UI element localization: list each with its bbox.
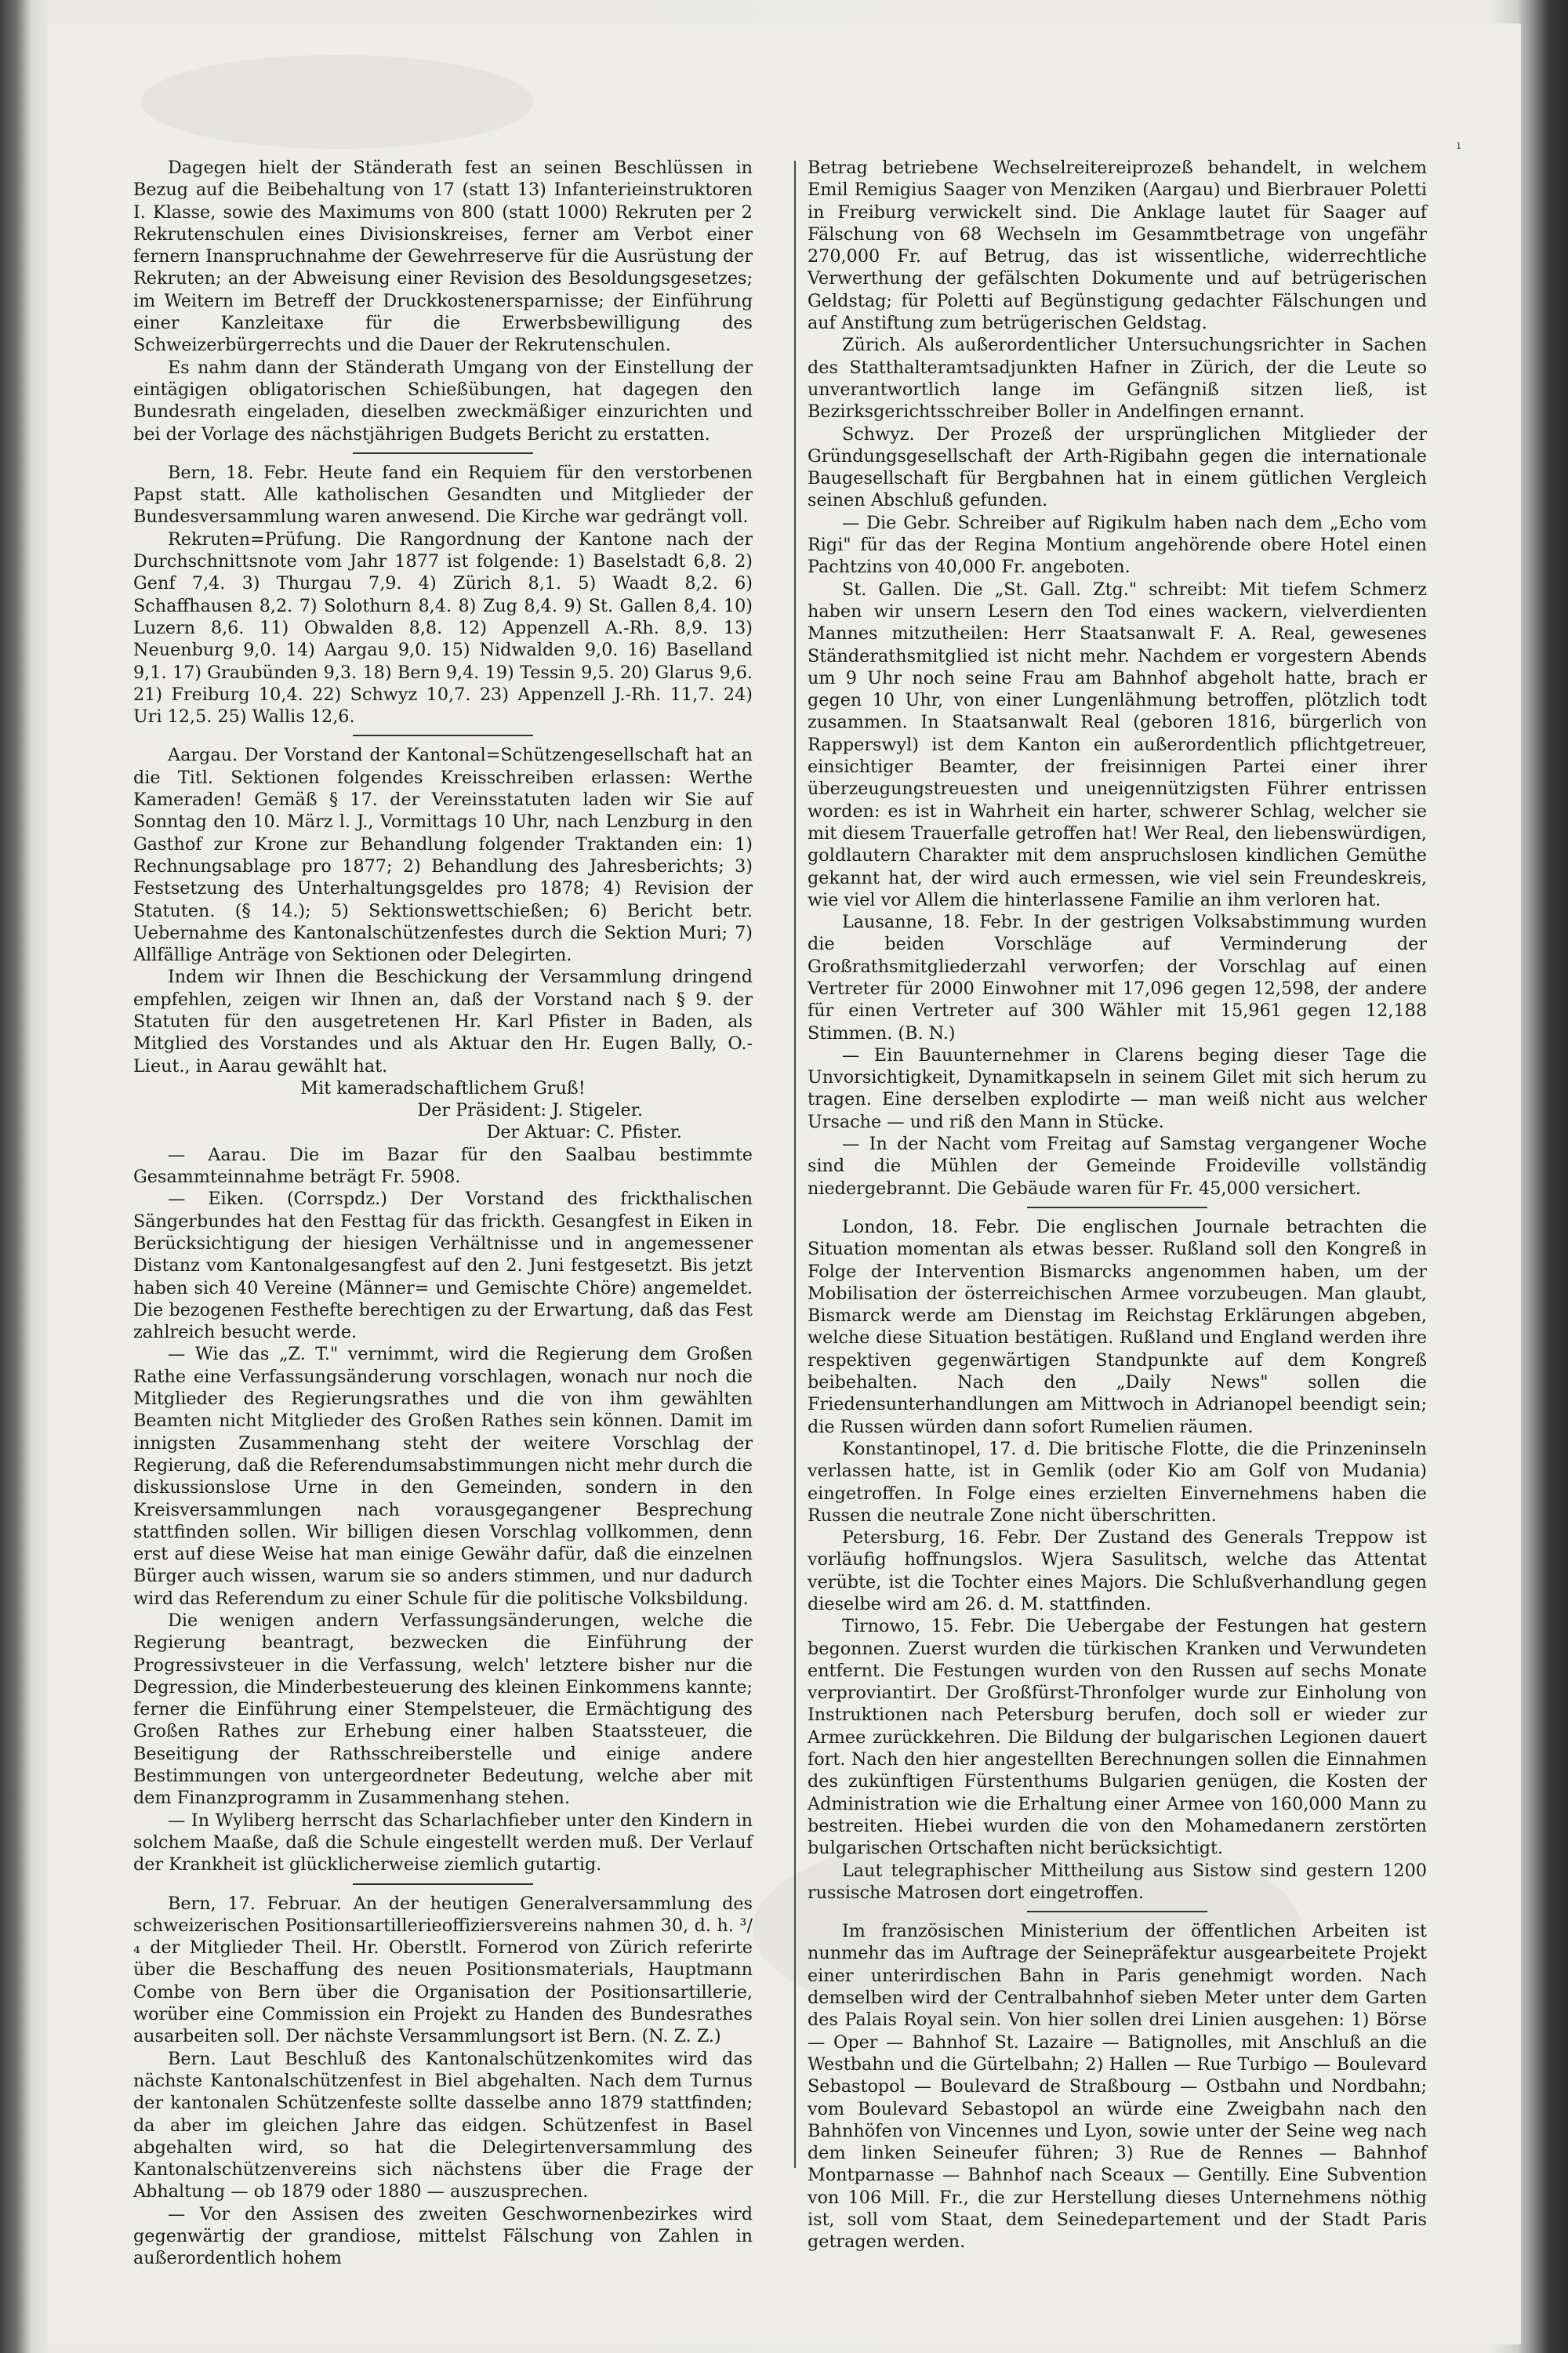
news-item-sistow: Laut telegraphischer Mittheilung aus Sistow sind gestern 1200 russische Matrosen dort eingetroffen. <box>808 1860 1427 1903</box>
news-item-aarau: — Aarau. Die im Bazar für den Saalbau bestimmte Gesammteinnahme beträgt Fr. 5908. <box>133 1144 753 1188</box>
right-column <box>808 157 1427 2253</box>
section-rule <box>353 452 533 454</box>
section-rule <box>353 1883 533 1885</box>
paper-stain <box>141 55 533 149</box>
news-item-froideville: — In der Nacht vom Freitag auf Samstag vergangener Woche sind die Mühlen der Gemeinde Froideville vollständig niedergebrannt. Die Gebäude waren für Fr. 45,000 versichert. <box>808 1134 1427 1199</box>
news-item-verfassung: — Wie das „Z. T." vernimmt, wird die Regierung dem Großen Rathe eine Verfassungsänderung vorschlagen, wonach nur noch die Mitglieder des Regierungsrathes und die von ihm gewählten Beamten nicht Mitglieder des Großen Rathes sein können. Damit im innigsten Zusammenhang steht der weitere Vorschlag der Regierung, daß die Referendumsabstimmungen nicht mehr durch die diskussionslose Urne in den Gemeinden, sondern in den Kreisversammlungen nach vorausgegangener Besprechung stattfinden sollen. Wir billigen diesen Vorschlag vollkommen, denn erst auf diese Weise hat man einige Gewähr dafür, daß die einzelnen Bürger auch wissen, warum sie so anders stimmen, und nur dadurch wird das Referendum zu einer Schule für die politische Volksbildung. <box>133 1344 753 1609</box>
article-paragraph: Die wenigen andern Verfassungsänderungen, welche die Regierung beantragt, bezwecken die Einführung der Progressivsteuer in die Verfassung, welch' letztere bisher nur die Degression, die Minderbesteuerung des kleinen Einkommens kannte; ferner die Einführung einer Stempelsteuer, die Ermächtigung des Großen Rathes zur Erhebung einer halben Staatssteuer, die Beseitigung der Rathsschreiberstelle und einige andere Bestimmungen von untergeordneter Bedeutung, welche aber mit dem Finanzprogramm in Zusammenhang stehen. <box>133 1610 753 1809</box>
news-item-bern-artillerie: Bern, 17. Februar. An der heutigen Generalversammlung des schweizerischen Positionsartillerieoffiziersvereins nahmen 30, d. h. ³/₄ der Mitglieder Theil. Hr. Oberstlt. Fornerod von Zürich referirte über die Beschaffung des neuen Positionsmaterials, Hauptmann Combe von Bern über die Organisation der Positionsartillerie, worüber eine Commission ein Projekt zu Handen des Bundesrathes ausarbeiten soll. Der nächste Versammlungsort ist Bern. (N. Z. Z.) <box>133 1893 753 2047</box>
news-item-konstantinopel: Konstantinopel, 17. d. Die britische Flotte, die die Prinzeninseln verlassen hatte, ist in Gemlik (oder Kio am Golf von Mudania) eingetroffen. In Folge eines erzielten Einvernehmens haben die Russen die neutrale Zone nicht überschritten. <box>808 1438 1427 1526</box>
signature-president: Der Präsident: J. Stigeler. <box>417 1100 643 1121</box>
news-item-rekruten-pruefung: Rekruten=Prüfung. Die Rangordnung der Kantone nach der Durchschnittsnote vom Jahr 1877 ist folgende: 1) Baselstadt 6,8. 2) Genf 7,4. 3) Thurgau 7,9. 4) Zürich 8,1. 5) Waadt 8,2. 6) Schaffhausen 8,2. 7) Solothurn 8,4. 8) Zug 8,4. 9) St. Gallen 8,4. 10) Luzern 8,6. 11) Obwalden 8,8. 12) Appenzell A.-Rh. 8,9. 13) Neuenburg 9,0. 14) Aargau 9,0. 15) Nidwalden 9,0. 16) Baselland 9,1. 17) Graubünden 9,3. 18) Bern 9,4. 19) Tessin 9,5. 20) Glarus 9,6. 21) Freiburg 10,4. 22) Schwyz 10,7. 23) Appenzell J.-Rh. 11,7. 24) Uri 12,5. 25) Wallis 12,6. <box>133 528 753 728</box>
news-item-petersburg: Petersburg, 16. Febr. Der Zustand des Generals Treppow ist vorläufig hoffnungslos. Wjera Sasulitsch, welche das Attentat verübte, ist die Tochter eines Majors. Die Schlußverhandlung gegen dieselbe wird am 26. d. M. stattfinden. <box>808 1527 1427 1614</box>
news-item-clarens: — Ein Bauunternehmer in Clarens beging dieser Tage die Unvorsichtigkeit, Dynamitkapseln in seinem Gilet mit sich herum zu tragen. Eine derselben explodirte — man weiß nicht aus welcher Ursache — und riß den Mann in Stücke. <box>808 1044 1427 1132</box>
news-item-rigi: — Die Gebr. Schreiber auf Rigikulm haben nach dem „Echo vom Rigi" für das der Regina Montium angehörende obere Hotel einen Pachtzins von 40,000 Fr. angeboten. <box>808 512 1427 578</box>
news-item-lausanne: Lausanne, 18. Febr. In der gestrigen Volksabstimmung wurden die beiden Vorschläge auf Verminderung der Großrathsmitgliederzahl verworfen; der Vorschlag auf einen Vertreter für 2000 Einwohner mit 17,096 gegen 12,598, der andere für einen Vertreter auf 300 Wähler mit 15,961 gegen 12,188 Stimmen. (B. N.) <box>808 912 1427 1044</box>
greeting: Mit kameradschaftlichem Gruß! <box>300 1077 586 1098</box>
news-item-wyliberg: — In Wyliberg herrscht das Scharlachfieber unter den Kindern in solchem Maaße, daß die Schule eingestellt werden muß. Der Verlauf der Krankheit ist glücklicherweise ziemlich gutartig. <box>133 1810 753 1876</box>
column-divider <box>794 161 796 2168</box>
news-item-assisen: — Vor den Assisen des zweiten Geschwornenbezirkes wird gegenwärtig der grandiose, mittelst Fälschung von Zahlen in außerordentlich hohem <box>133 2203 753 2269</box>
news-item-tirnowo: Tirnowo, 15. Febr. Die Uebergabe der Festungen hat gestern begonnen. Zuerst wurden die türkischen Kranken und Verwundeten entfernt. Die Festungen wurden von den Russen auf sechs Monate verproviantirt. Der Großfürst-Thronfolger wurde zur Einholung von Instruktionen nach Petersburg berufen, doch soll er wieder zur Armee zurückkehren. Die Bildung der bulgarischen Legionen dauert fort. Nach den hier angestellten Berechnungen sollen die Einnahmen des zukünftigen Fürstenthums Bulgarien genügen, die Kosten der Administration wie die Erhaltung einer Armee von 160,000 Mann zu bestreiten. Hiebei wurden die von den Mohamedanern zerstörten bulgarischen Ortschaften nicht berücksichtigt. <box>808 1616 1427 1859</box>
news-item-bern: Bern, 18. Febr. Heute fand ein Requiem für den verstorbenen Papst statt. Alle katholischen Gesandten und Mitglieder der Bundesversammlung waren anwesend. Die Kirche war gedrängt voll. <box>133 462 753 528</box>
margin-mark: ı <box>1457 137 1461 152</box>
article-paragraph: Es nahm dann der Ständerath Umgang von der Einstellung der eintägigen obligatorischen Schießübungen, hat dagegen den Bundesrath eingeladen, dieselben zweckmäßiger einzurichten und bei der Vorlage des nächstjährigen Budgets Bericht zu erstatten. <box>133 357 753 445</box>
section-rule <box>1027 1207 1207 1208</box>
news-item-london: London, 18. Febr. Die englischen Journale betrachten die Situation momentan als etwas besser. Rußland soll den Kongreß in Folge der Intervention Bismarcks angenommen haben, um der Mobilisation der österreichischen Armee vorzubeugen. Man glaubt, Bismarck werde am Dienstag im Reichstag Erklärungen abgeben, welche diese Situation bestätigen. Rußland und England werden ihre respektiven gegenwärtigen Standpunkte auf dem Kongreß beibehalten. Nach den „Daily News" sollen die Friedensunterhandlungen am Mittwoch in Adrianopel beendigt sein; die Russen würden dann sofort Rumelien räumen. <box>808 1216 1427 1437</box>
news-item-paris-bahn: Im französischen Ministerium der öffentlichen Arbeiten ist nunmehr das im Auftrage der Seinepräfektur ausgearbeitete Projekt einer unterirdischen Bahn in Paris genehmigt worden. Nach demselben wird der Centralbahnhof sieben Meter unter dem Garten des Palais Royal sein. Von hier sollen drei Linien ausgehen: 1) Börse — Oper — Bahnhof St. Lazaire — Batignolles, mit Anschluß an die Westbahn und die Gürtelbahn; 2) Hallen — Rue Turbigo — Boulevard Sebastopol — Boulevard de Straßbourg — Ostbahn und Nordbahn; vom Boulevard Sebastopol an würde eine Zweigbahn nach den Bahnhöfen von Vincennes und Lyon, sowie unter der Seine weg nach dem linken Seineufer führen; 3) Rue de Rennes — Bahnhof Montparnasse — Bahnhof nach Sceaux — Gentilly. Eine Subvention von 106 Mill. Fr., die zur Herstellung dieses Unternehmens nöthig ist, soll vom Staat, dem Seinedepartement und der Stadt Paris getragen werden. <box>808 1921 1427 2253</box>
article-paragraph: Indem wir Ihnen die Beschickung der Versammlung dringend empfehlen, zeigen wir Ihnen an, daß der Vorstand nach § 9. der Statuten für den ausgetretenen Hr. Karl Pfister in Baden, als Mitglied des Vorstandes und als Aktuar den Hr. Eugen Bally, O.-Lieut., in Aarau gewählt hat. <box>133 967 753 1077</box>
news-item-bern-schuetzenfest: Bern. Laut Beschluß des Kantonalschützenkomites wird das nächste Kantonalschützenfest in Biel abgehalten. Nach dem Turnus der kantonalen Schützenfeste sollte dasselbe anno 1879 stattfinden; da aber im gleichen Jahre das eidgen. Schützenfest in Basel abgehalten wird, so hat die Delegirtenversammlung des Kantonalschützenvereins sich nächstens über die Frage der Abhaltung — ob 1879 oder 1880 — auszusprechen. <box>133 2048 753 2202</box>
news-item-st-gallen: St. Gallen. Die „St. Gall. Ztg." schreibt: Mit tiefem Schmerz haben wir unsern Lesern den Tod eines wackern, vielverdienten Mannes mitzutheilen: Herr Staatsanwalt F. A. Real, gewesenes Ständerathsmitglied ist nicht mehr. Nachdem er vorgestern Abends um 9 Uhr noch seine Frau am Bahnhof abgeholt hatte, brach er gegen 10 Uhr, von einer Lungenlähmung betroffen, plötzlich todt zusammen. In Staatsanwalt Real (geboren 1816, bürgerlich von Rapperswyl) ist dem Kanton ein außerordentlich pflichtgetreuer, einsichtiger Beamter, der freisinnigen Partei einer ihrer überzeugungstreuesten und uneigennützigsten Führer entrissen worden: es ist in Wahrheit ein harter, schwerer Schlag, welcher sie mit diesem Trauerfalle getroffen hat! Wer Real, den liebenswürdigen, goldlautern Charakter mit dem anspruchslosen kindlichen Gemüthe gekannt hat, der wird auch ermessen, wie viel sein Freundeskreis, wie viel vor Allem die hinterlassene Familie an ihm verloren hat. <box>808 579 1427 910</box>
section-rule <box>1027 1911 1207 1912</box>
news-item-aargau: Aargau. Der Vorstand der Kantonal=Schützengesellschaft hat an die Titl. Sektionen folgendes Kreisschreiben erlassen: Werthe Kameraden! Gemäß § 17. der Vereinsstatuten laden wir Sie auf Sonntag den 10. März l. J., Vormittags 10 Uhr, nach Lenzburg in den Gasthof zur Krone zur Behandlung folgender Traktanden ein: 1) Rechnungsablage pro 1877; 2) Behandlung des Jahresberichts; 3) Festsetzung des Unterhaltungsgeldes pro 1878; 4) Revision der Statuten. (§ 14.); 5) Sektionswettschießen; 6) Bericht betr. Uebernahme des Kantonalschützenfestes durch die Sektion Muri; 7) Allfällige Anträge von Sektionen oder Delegirten. <box>133 745 753 966</box>
article-paragraph: Dagegen hielt der Ständerath fest an seinen Beschlüssen in Bezug auf die Beibehaltung von 17 (statt 13) Infanterieinstruktoren I. Klasse, sowie des Maximums von 800 (statt 1000) Rekruten per 2 Rekrutenschulen eines Divisionskreises, ferner am Verbot einer fernern Inanspruchnahme der Gewehrreserve für die Ausrüstung der Rekruten; an der Abweisung einer Revision des Besoldungsgesetzes; im Weitern im Betreff der Druckkostenersparnisse; der Einführung einer Kanzleitaxe für die Erwerbsbewilligung des Schweizerbürgerrechts und die Dauer der Rekrutenschulen. <box>133 158 753 356</box>
news-item-zuerich: Zürich. Als außerordentlicher Untersuchungsrichter in Sachen des Statthalteramtsadjunkten Hafner in Zürich, der die Leute so unverantwortlich lange im Gefängniß sitzen ließ, ist Bezirksgerichtsschreiber Boller in Andelfingen ernannt. <box>808 335 1427 423</box>
news-item-schwyz: Schwyz. Der Prozeß der ursprünglichen Mitglieder der Gründungsgesellschaft der Arth-Rigibahn gegen die internationale Baugesellschaft für Bergbahnen hat in einem gütlichen Vergleich seinen Abschluß gefunden. <box>808 423 1427 511</box>
signature-actuary: Der Aktuar: C. Pfister. <box>486 1122 682 1143</box>
left-column <box>133 157 753 2270</box>
news-item-eiken: — Eiken. (Corrspdz.) Der Vorstand des frickthalischen Sängerbundes hat den Festtag für das frickth. Gesangfest in Eiken in Berücksichtigung der hiesigen Verhältnisse und in angemessener Distanz vom Kantonalgesangfest auf den 2. Juni festgesetzt. Bis jetzt haben sich 40 Vereine (Männer= und Gemischte Chöre) angemeldet. Die bezogenen Festhefte berechtigen zu der Erwartung, daß das Fest zahlreich besucht werde. <box>133 1189 753 1343</box>
section-rule <box>353 735 533 736</box>
article-paragraph-continued: Betrag betriebene Wechselreitereiprozeß behandelt, in welchem Emil Remigius Saager von Menziken (Aargau) und Bierbrauer Poletti in Freiburg verwickelt sind. Die Anklage lautet für Saager auf Fälschung von 68 Wechseln im Gesammtbetrage von ungefähr 270,000 Fr. auf Betrug, das ist wissentliche, widerrechtliche Verwerthung der gefälschten Dokumente und auf betrügerischen Geldstag; für Poletti auf Begünstigung gedachter Fälschungen und auf Anstiftung zum betrügerischen Geldstag. <box>808 158 1427 334</box>
